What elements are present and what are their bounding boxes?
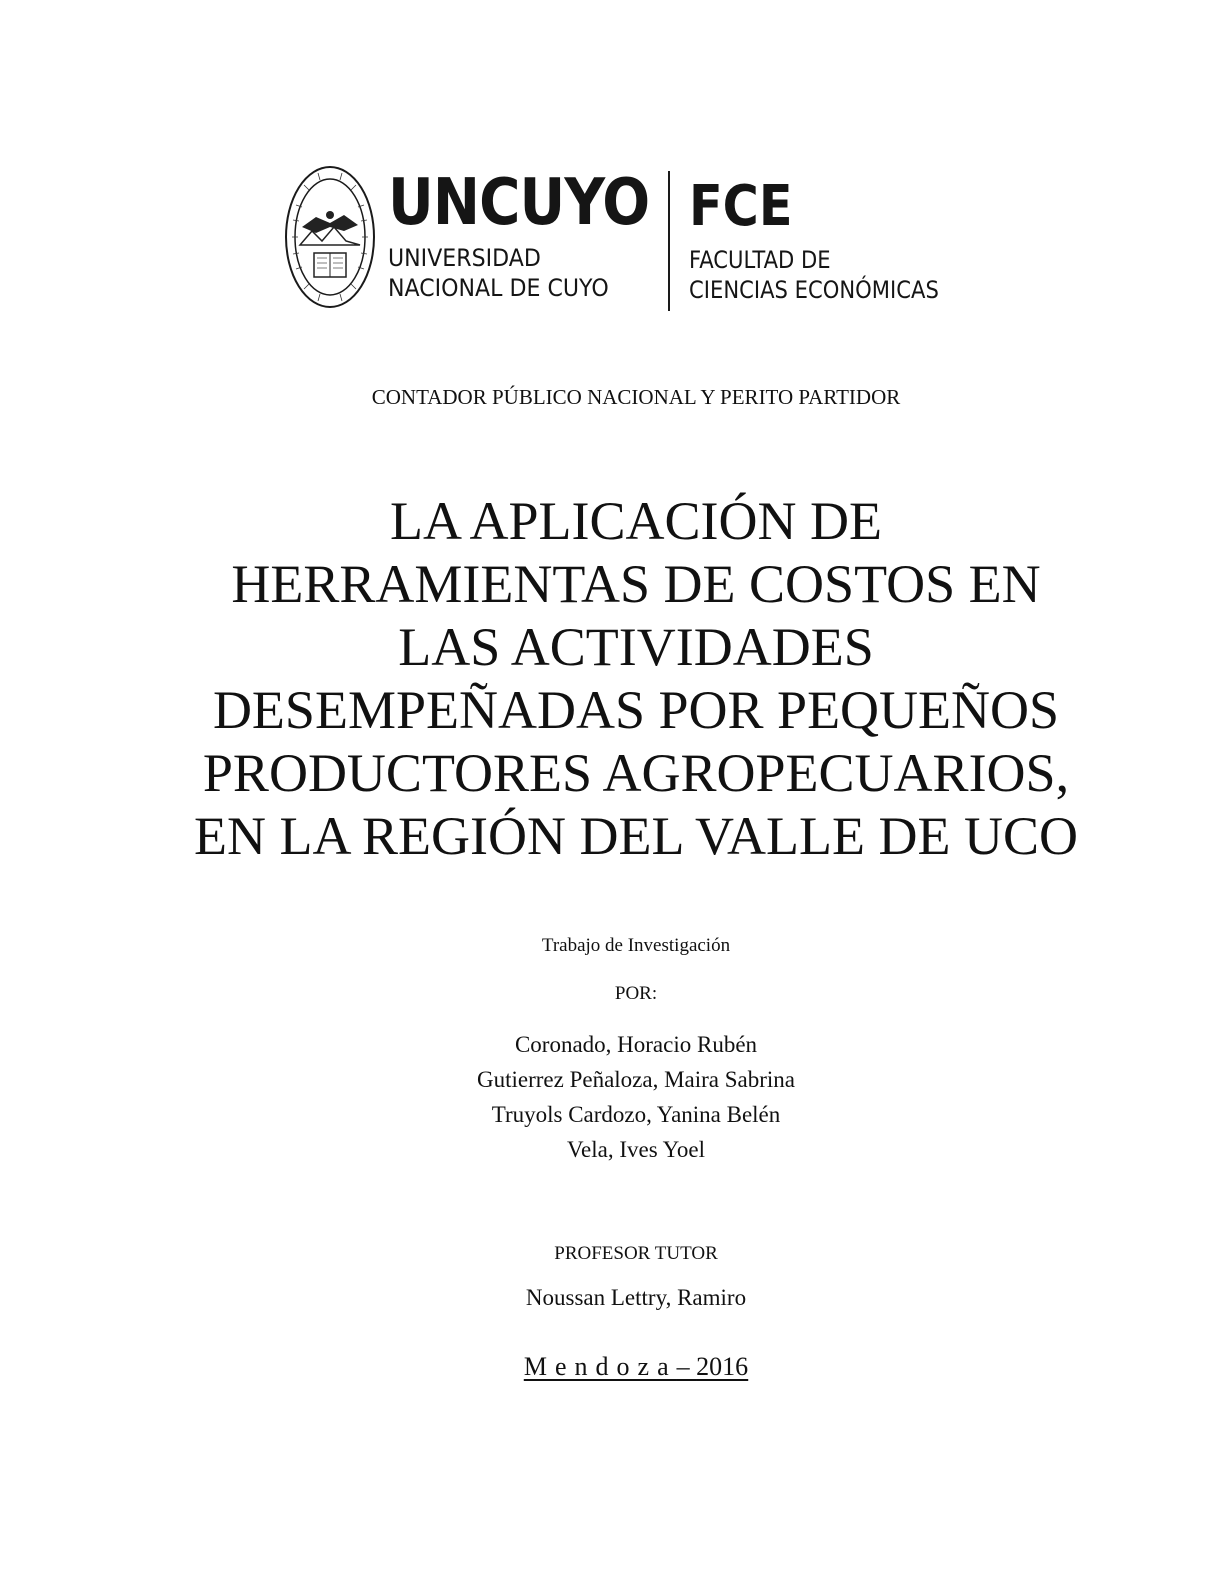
university-subtitle-line-2: NACIONAL DE CUYO: [388, 274, 609, 302]
place: Mendoza: [523, 1352, 677, 1381]
university-seal-logo: [284, 165, 376, 310]
faculty-subtitle-line-2: CIENCIAS ECONÓMICAS: [689, 276, 939, 304]
by-label: POR:: [614, 983, 658, 1004]
title-line: HERRAMIENTAS DE COSTOS EN: [231, 554, 1041, 614]
date-separator: –: [676, 1352, 697, 1381]
title-line: EN LA REGIÓN DEL VALLE DE UCO: [194, 806, 1078, 866]
title-line: DESEMPEÑADAS POR PEQUEÑOS: [212, 680, 1060, 740]
institution-header: [284, 165, 984, 315]
title-line: LAS ACTIVIDADES: [398, 617, 874, 677]
author-name: Coronado, Horacio Rubén: [514, 1032, 758, 1057]
university-name: UNCUYO: [388, 166, 650, 240]
author-name: Truyols Cardozo, Yanina Belén: [491, 1102, 781, 1127]
author-list: [24, 1027, 1224, 1167]
degree-program: CONTADOR PÚBLICO NACIONAL Y PERITO PARTIDOR: [371, 385, 901, 409]
title-line: PRODUCTORES AGROPECUARIOS,: [202, 743, 1070, 803]
document-title: [24, 490, 1224, 868]
faculty-abbreviation: FCE: [689, 174, 793, 239]
tutor-label: PROFESOR TUTOR: [554, 1243, 718, 1264]
university-subtitle-line-1: UNIVERSIDAD: [388, 244, 541, 272]
author-name: Gutierrez Peñaloza, Maira Sabrina: [476, 1067, 796, 1092]
faculty-subtitle-line-1: FACULTAD DE: [689, 246, 831, 274]
place-and-date: [24, 1352, 1224, 1382]
logo-divider: [668, 171, 670, 311]
tutor-name: Noussan Lettry, Ramiro: [525, 1285, 747, 1310]
author-name: Vela, Ives Yoel: [567, 1137, 705, 1162]
work-type: Trabajo de Investigación: [541, 935, 731, 956]
title-line: LA APLICACIÓN DE: [389, 491, 882, 551]
year: 2016: [696, 1352, 749, 1381]
faculty-wordmark: [689, 174, 973, 305]
university-wordmark: [388, 166, 685, 303]
